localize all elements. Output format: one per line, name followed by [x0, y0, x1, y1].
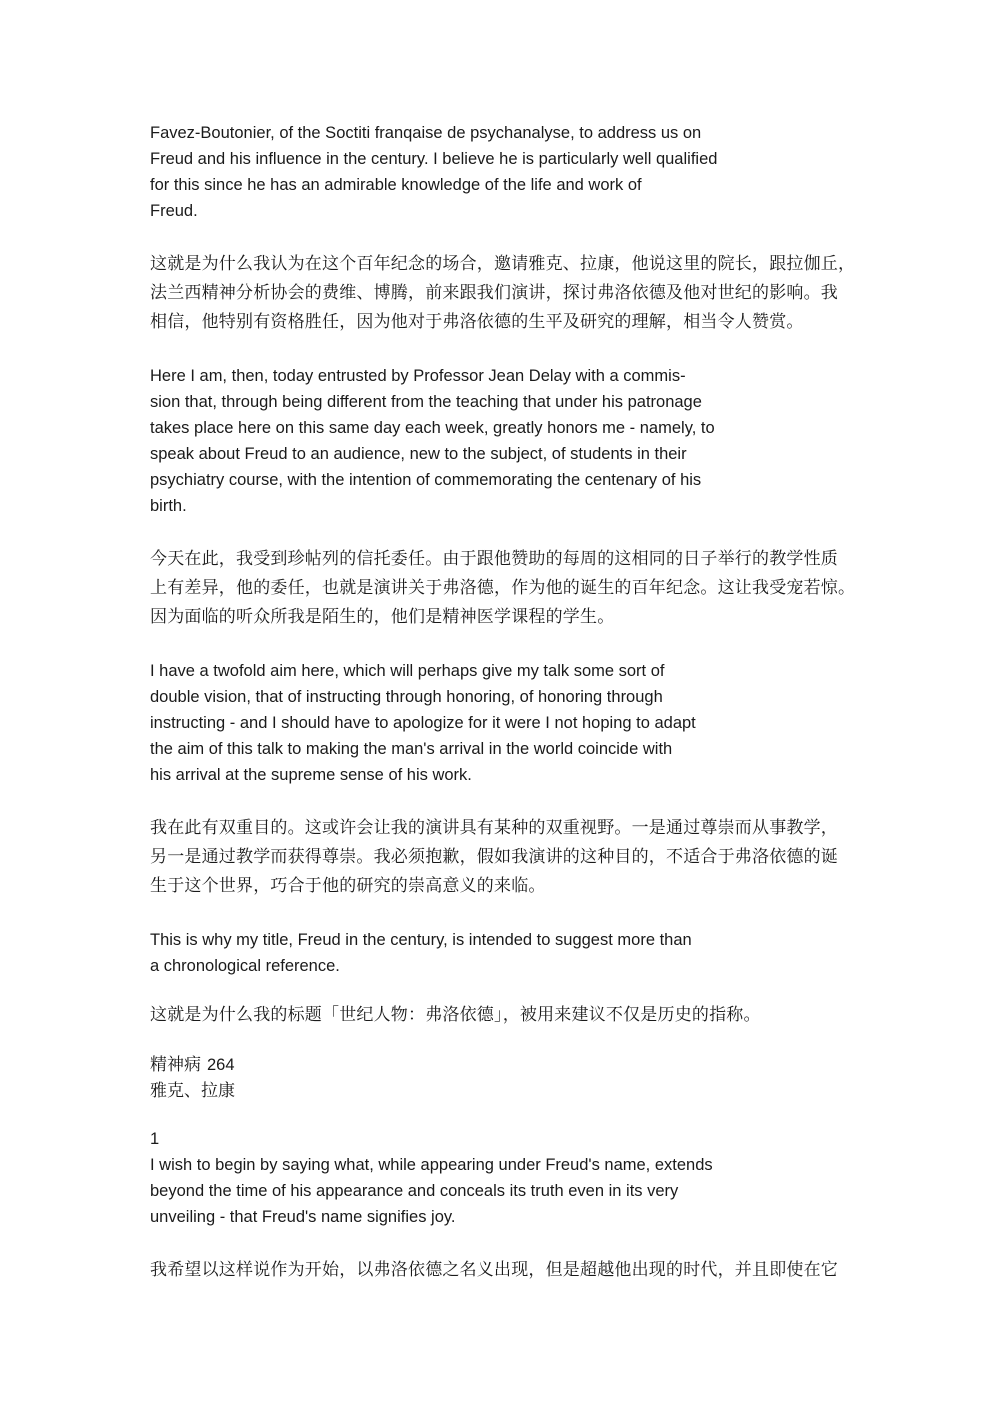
- text-line: 因为面临的听众所我是陌生的，他们是精神医学课程的学生。: [150, 607, 615, 627]
- document-page: [150, 120, 856, 1285]
- text-line: 法兰西精神分析协会的费维、博腾，前来跟我们演讲，探讨弗洛依德及他对世纪的影响。我: [150, 283, 838, 303]
- text-line: Here I am, then, today entrusted by Professor Jean Delay with a commis-: [150, 367, 686, 385]
- paragraph-chinese-3: [150, 814, 850, 901]
- text-line: I wish to begin by saying what, while appearing under Freud's name, extends: [150, 1156, 713, 1174]
- paragraph-english-1: [150, 120, 850, 224]
- page-number: 264: [207, 1056, 235, 1074]
- text-line: the aim of this talk to making the man's arrival in the world coincide with: [150, 740, 673, 758]
- text-line: birth.: [150, 497, 187, 515]
- page-header-meta: [150, 1052, 850, 1104]
- book-title-line: [150, 1052, 850, 1078]
- text-line: takes place here on this same day each week, greatly honors me - namely, to: [150, 419, 715, 437]
- text-line: his arrival at the supreme sense of his work.: [150, 766, 472, 784]
- text-line: 这就是为什么我认为在这个百年纪念的场合，邀请雅克、拉康，他说这里的院长，跟拉伽丘，: [150, 254, 856, 274]
- text-line: for this since he has an admirable knowledge of the life and work of: [150, 176, 642, 194]
- text-line: 另一是通过教学而获得尊崇。我必须抱歉，假如我演讲的这种目的，不适合于弗洛依德的诞: [150, 847, 838, 867]
- author-name: 雅克、拉康: [150, 1081, 235, 1101]
- paragraph-english-4: [150, 927, 850, 979]
- paragraph-english-5: [150, 1152, 850, 1230]
- text-line: Favez-Boutonier, of the Soctiti franqaise de psychanalyse, to address us on: [150, 124, 702, 142]
- paragraph-english-2: [150, 363, 850, 519]
- text-line: unveiling - that Freud's name signifies joy.: [150, 1208, 456, 1226]
- text-line: 我希望以这样说作为开始，以弗洛依德之名义出现，但是超越他出现的时代，并且即使在它: [150, 1260, 838, 1280]
- text-line: instructing - and I should have to apologize for it were I not hoping to adapt: [150, 714, 696, 732]
- text-line: This is why my title, Freud in the century, is intended to suggest more than: [150, 931, 692, 949]
- text-line: 相信，他特别有资格胜任，因为他对于弗洛依德的生平及研究的理解，相当令人赞赏。: [150, 312, 804, 332]
- text-line: double vision, that of instructing through honoring, of honoring through: [150, 688, 663, 706]
- text-line: psychiatry course, with the intention of commemorating the centenary of his: [150, 471, 702, 489]
- text-line: 生于这个世界，巧合于他的研究的崇高意义的来临。: [150, 876, 546, 896]
- paragraph-chinese-1: [150, 250, 856, 337]
- text-line: Freud.: [150, 202, 198, 220]
- text-line: I have a twofold aim here, which will perhaps give my talk some sort of: [150, 662, 665, 680]
- text-line: 上有差异，他的委任，也就是演讲关于弗洛德，作为他的诞生的百年纪念。这让我受宠若惊。: [150, 578, 856, 598]
- paragraph-english-3: [150, 658, 850, 788]
- text-line: Freud and his influence in the century. I believe he is particularly well qualified: [150, 150, 718, 168]
- paragraph-chinese-4: [150, 1001, 850, 1030]
- text-line: 今天在此，我受到珍帖列的信托委任。由于跟他赞助的每周的这相同的日子举行的教学性质: [150, 549, 838, 569]
- text-line: 我在此有双重目的。这或许会让我的演讲具有某种的双重视野。一是通过尊崇而从事教学，: [150, 818, 838, 838]
- text-line: beyond the time of his appearance and conceals its truth even in its very: [150, 1182, 679, 1200]
- text-line: a chronological reference.: [150, 957, 340, 975]
- paragraph-chinese-5: [150, 1256, 850, 1285]
- text-line: sion that, through being different from the teaching that under his patronage: [150, 393, 702, 411]
- text-line: speak about Freud to an audience, new to the subject, of students in their: [150, 445, 687, 463]
- paragraph-chinese-2: [150, 545, 856, 632]
- section-number: 1: [150, 1130, 160, 1148]
- book-title: 精神病: [150, 1055, 201, 1075]
- text-line: 这就是为什么我的标题「世纪人物：弗洛依德」，被用来建议不仅是历史的指称。: [150, 1005, 761, 1025]
